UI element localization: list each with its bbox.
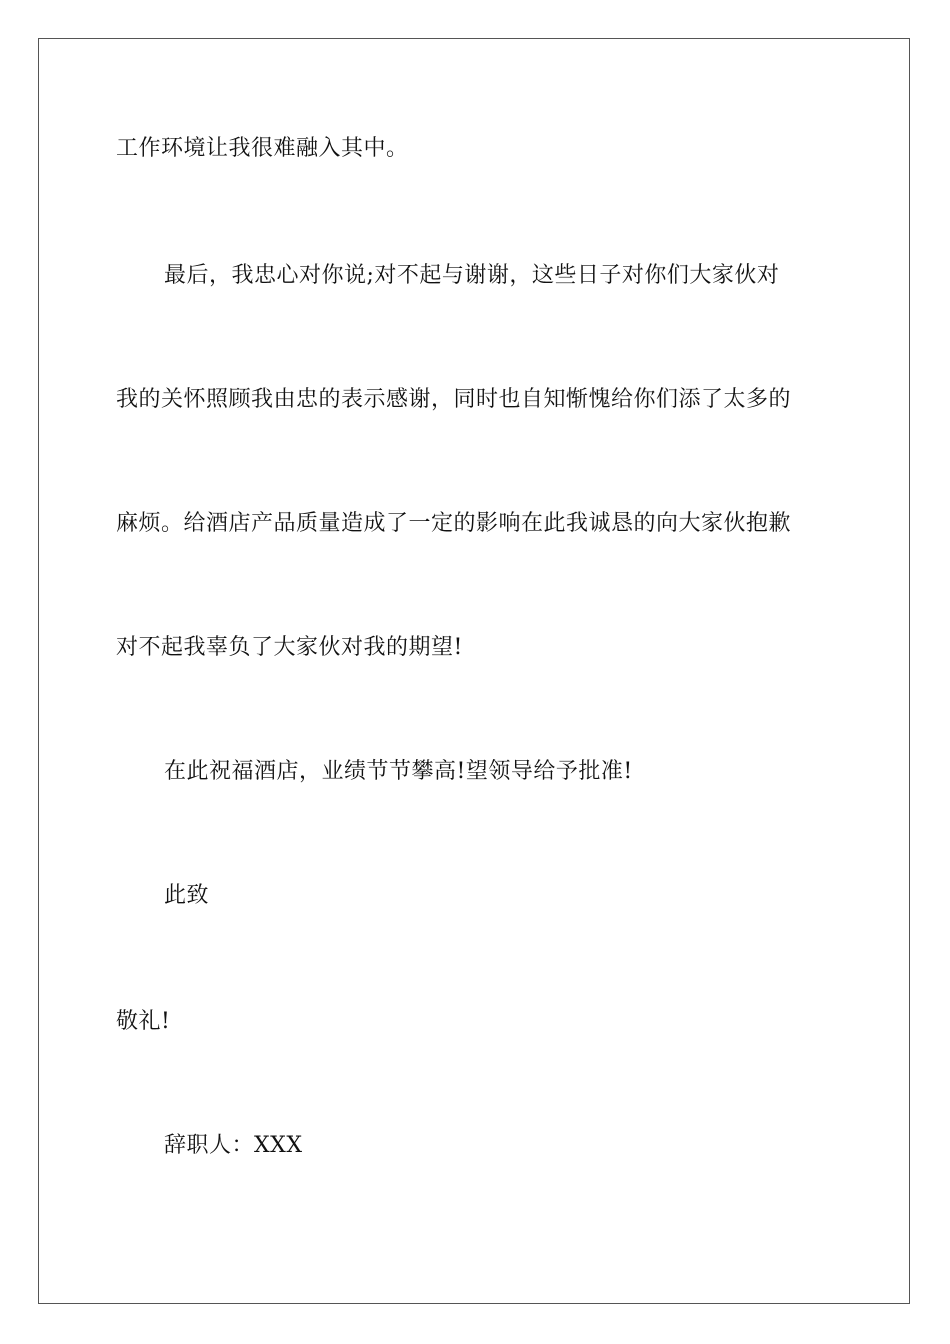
page-frame	[38, 38, 910, 1304]
text-line-4: 麻烦。给酒店产品质量造成了一定的影响在此我诚恳的向大家伙抱歉	[116, 511, 792, 536]
signature-line: 辞职人：XXX	[164, 1133, 303, 1158]
text-line-5: 对不起我辜负了大家伙对我的期望!	[116, 635, 463, 660]
text-line-3: 我的关怀照顾我由忠的表示感谢，同时也自知惭愧给你们添了太多的	[116, 387, 792, 412]
closing-regards: 敬礼!	[116, 1009, 171, 1034]
text-line-6: 在此祝福酒店，业绩节节攀高!望领导给予批准!	[164, 759, 633, 784]
text-line-1: 工作环境让我很难融入其中。	[116, 136, 409, 161]
closing-salutation: 此致	[164, 883, 210, 908]
text-line-2: 最后，我忠心对你说;对不起与谢谢，这些日子对你们大家伙对	[164, 263, 780, 288]
